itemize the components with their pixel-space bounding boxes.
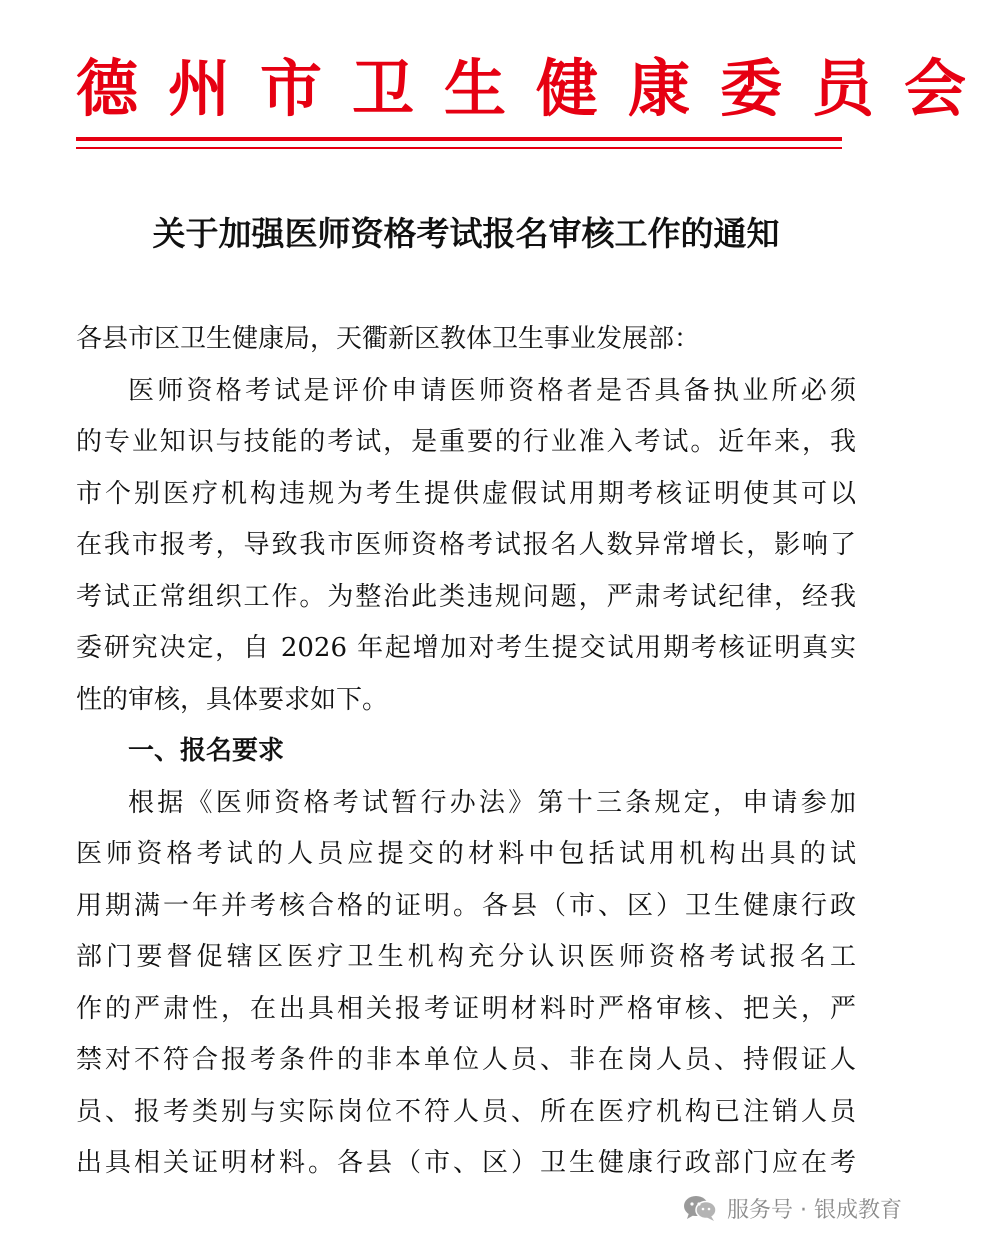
- salutation-line: 各县市区卫生健康局，天衢新区教体卫生事业发展部：: [76, 324, 701, 354]
- masthead-rule-thick: [76, 137, 842, 141]
- account-watermark: [683, 1186, 902, 1230]
- paragraph-line: 作的严肃性，在出具相关报考证明材料时严格审核、把关，严: [76, 993, 856, 1024]
- paragraph-line: 用期满一年并考核合格的证明。各县（市、区）卫生健康行政: [76, 890, 856, 921]
- section-heading: 一、报名要求: [128, 736, 285, 766]
- paragraph-line: 员、报考类别与实际岗位不符人员、所在医疗机构已注销人员: [76, 1096, 856, 1127]
- document-body: [76, 314, 856, 1190]
- document-title: 关于加强医师资格考试报名审核工作的通知: [152, 214, 780, 253]
- paragraph-line: 医师资格考试是评价申请医师资格者是否具备执业所必须: [128, 375, 856, 406]
- paragraph-line: 委研究决定，自 2026 年起增加对考生提交试用期考核证明真实: [76, 633, 856, 663]
- paragraph-line: 考试正常组织工作。为整治此类违规问题，严肃考试纪律，经我: [76, 581, 856, 612]
- paragraph-line: 出具相关证明材料。各县（市、区）卫生健康行政部门应在考: [76, 1148, 856, 1178]
- paragraph-line: 部门要督促辖区医疗卫生机构充分认识医师资格考试报名工: [76, 942, 856, 972]
- paragraph-line: 在我市报考，导致我市医师资格考试报名人数异常增长，影响了: [76, 530, 856, 560]
- paragraph-line: 禁对不符合报考条件的非本单位人员、非在岗人员、持假证人: [76, 1045, 856, 1075]
- wechat-icon: [683, 1194, 717, 1222]
- masthead-rule-thin: [76, 147, 842, 149]
- agency-masthead: 德州市卫生健康委员会: [76, 52, 996, 125]
- paragraph-line: 医师资格考试的人员应提交的材料中包括试用机构出具的试: [76, 839, 856, 869]
- paragraph-line: 根据《医师资格考试暂行办法》第十三条规定，申请参加: [128, 787, 856, 818]
- watermark-text: 服务号 · 银成教育: [727, 1197, 902, 1223]
- paragraph-line: 市个别医疗机构违规为考生提供虚假试用期考核证明使其可以: [76, 478, 856, 509]
- paragraph-line: 的专业知识与技能的考试，是重要的行业准入考试。近年来，我: [76, 427, 856, 457]
- paragraph-line: 性的审核，具体要求如下。: [76, 684, 389, 715]
